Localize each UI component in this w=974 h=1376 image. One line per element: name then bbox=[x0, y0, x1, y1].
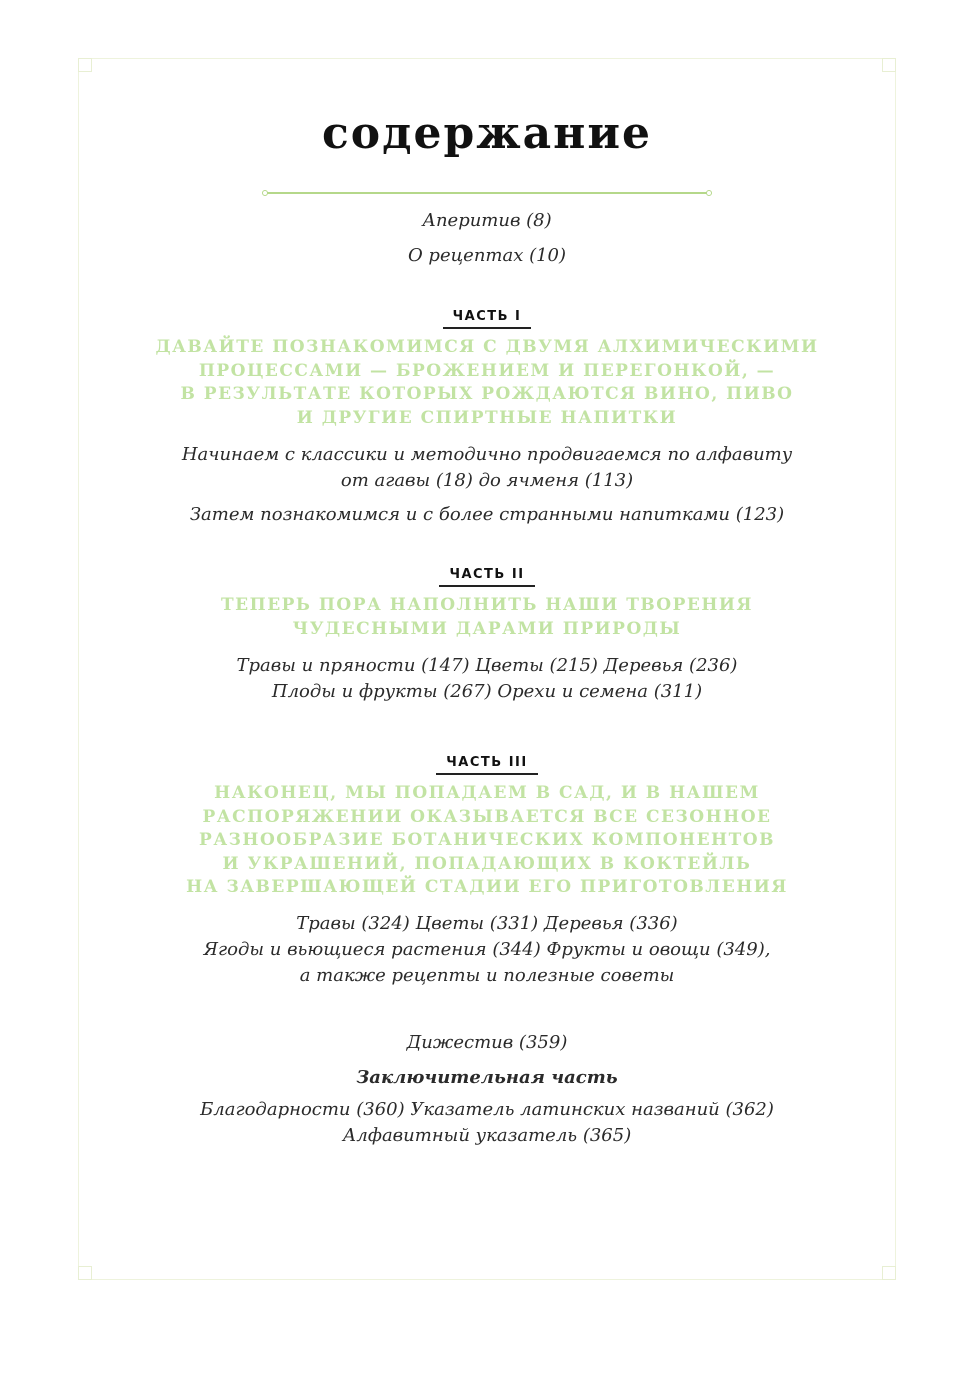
part-2-heading-line: ЧУДЕСНЫМИ ДАРАМИ ПРИРОДЫ bbox=[292, 618, 682, 639]
frame-corner-bottom-left bbox=[78, 1266, 92, 1280]
part-2-heading bbox=[0, 594, 974, 641]
toc-entry-line: Начинаем с классики и методично продвигаемся по алфавиту bbox=[181, 444, 793, 465]
toc-entry-part-1-strange-drinks[interactable]: Затем познакомимся и с более странными напитками (123) bbox=[189, 504, 785, 525]
frame-corner-top-right bbox=[882, 58, 896, 72]
toc-entry-final-part[interactable] bbox=[0, 1097, 974, 1149]
toc-entry-part-3[interactable] bbox=[0, 911, 974, 989]
toc-entry-line: Благодарности (360) Указатель латинских названий (362) bbox=[200, 1099, 774, 1120]
part-1-heading bbox=[0, 336, 974, 430]
frame-corner-bottom-right bbox=[882, 1266, 896, 1280]
toc-entry-line: Травы и пряности (147) Цветы (215) Деревья (236) bbox=[236, 655, 738, 676]
part-1-heading-line: В РЕЗУЛЬТАТЕ КОТОРЫХ РОЖДАЮТСЯ ВИНО, ПИВО bbox=[180, 384, 794, 404]
part-2-heading-line: ТЕПЕРЬ ПОРА НАПОЛНИТЬ НАШИ ТВОРЕНИЯ bbox=[221, 595, 753, 615]
divider-line bbox=[266, 192, 708, 194]
toc-entry-line: Алфавитный указатель (365) bbox=[342, 1125, 632, 1146]
toc-entry-aperitif[interactable]: Аперитив (8) bbox=[422, 210, 552, 231]
toc-entry-part-1-classics[interactable] bbox=[0, 442, 974, 494]
frame-corner-top-left bbox=[78, 58, 92, 72]
part-1-heading-line: ДАВАЙТЕ ПОЗНАКОМИМСЯ С ДВУМЯ АЛХИМИЧЕСКИМИ bbox=[155, 337, 819, 357]
divider-dot-left bbox=[262, 190, 268, 196]
page-title: содержание bbox=[322, 108, 652, 159]
part-3-label-text: ЧАСТЬ III bbox=[436, 754, 537, 775]
divider-dot-right bbox=[706, 190, 712, 196]
part-3-heading-line: И УКРАШЕНИЙ, ПОПАДАЮЩИХ В КОКТЕЙЛЬ bbox=[222, 853, 752, 874]
toc-entry-about-recipes[interactable]: О рецептах (10) bbox=[407, 245, 567, 266]
part-3-heading-line: РАЗНООБРАЗИЕ БОТАНИЧЕСКИХ КОМПОНЕНТОВ bbox=[199, 830, 775, 850]
toc-entry-line: а также рецепты и полезные советы bbox=[299, 965, 675, 986]
part-1-label-text: ЧАСТЬ I bbox=[443, 308, 532, 329]
part-3-heading bbox=[0, 782, 974, 900]
part-3-heading-line: НА ЗАВЕРШАЮЩЕЙ СТАДИИ ЕГО ПРИГОТОВЛЕНИЯ bbox=[186, 877, 788, 897]
part-1-heading-line: И ДРУГИЕ СПИРТНЫЕ НАПИТКИ bbox=[296, 407, 678, 428]
title-divider bbox=[262, 190, 712, 196]
toc-entry-line: Травы (324) Цветы (331) Деревья (336) bbox=[296, 913, 678, 934]
toc-entry-line: Плоды и фрукты (267) Орехи и семена (311) bbox=[271, 681, 703, 702]
part-3-label bbox=[0, 752, 974, 775]
toc-entry-line: Ягоды и вьющиеся растения (344) Фрукты и овощи (349), bbox=[203, 939, 771, 960]
final-part-heading: Заключительная часть bbox=[356, 1067, 618, 1088]
part-3-heading-line: РАСПОРЯЖЕНИИ ОКАЗЫВАЕТСЯ ВСЕ СЕЗОННОЕ bbox=[202, 806, 772, 827]
toc-entry-digestif[interactable]: Дижестив (359) bbox=[406, 1032, 568, 1053]
part-1-heading-line: ПРОЦЕССАМИ — БРОЖЕНИЕМ И ПЕРЕГОНКОЙ, — bbox=[198, 360, 776, 381]
toc-entry-line: от агавы (18) до ячменя (113) bbox=[340, 470, 634, 491]
part-2-label bbox=[0, 564, 974, 587]
part-2-label-text: ЧАСТЬ II bbox=[439, 566, 534, 587]
part-1-label bbox=[0, 306, 974, 329]
part-3-heading-line: НАКОНЕЦ, МЫ ПОПАДАЕМ В САД, И В НАШЕМ bbox=[214, 783, 760, 803]
toc-entry-part-2[interactable] bbox=[0, 653, 974, 705]
